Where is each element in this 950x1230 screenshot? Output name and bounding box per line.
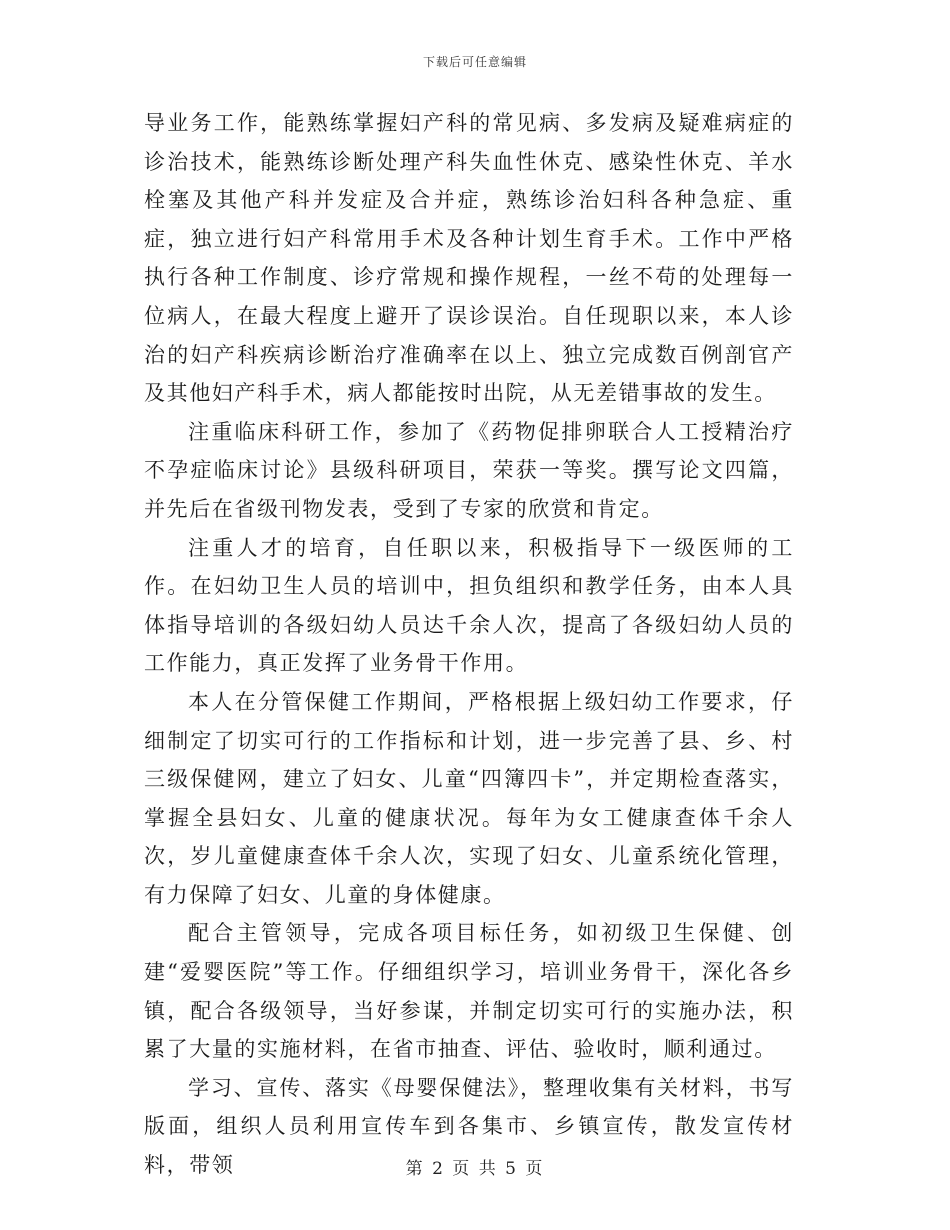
paragraph-research: 注重临床科研工作，参加了《药物促排卵联合人工授精治疗不孕症临床讨论》县级科研项目，荣获一等奖。撰写论文四篇，并先后在省级刊物发表，受到了专家的欣赏和肯定。	[144, 419, 794, 521]
document-body	[144, 104, 794, 1185]
paragraph-law-promotion: 学习、宣传、落实《母婴保健法》，整理收集有关材料，书写版面，组织人员利用宣传车到各集市、乡镇宣传，散发宣传材料，带领	[144, 1075, 794, 1178]
paragraph-continuation: 导业务工作，能熟练掌握妇产科的常见病、多发病及疑难病症的诊治技术，能熟练诊断处理产科失血性休克、感染性休克、羊水栓塞及其他产科并发症及合并症，熟练诊治妇科各种急症、重症，独立进行妇产科常用手术及各种计划生育手术。工作中严格执行各种工作制度、诊疗常规和操作规程，一丝不苟的处理每一位病人，在最大程度上避开了误诊误治。自任现职以来，本人诊治的妇产科疾病诊断治疗准确率在以上、独立完成数百例剖官产及其他妇产科手术，病人都能按时出院，从无差错事故的发生。	[144, 111, 794, 406]
page-header: 下载后可任意编辑	[422, 55, 527, 69]
page-footer: 第 2 页 共 5 页	[405, 1159, 545, 1179]
paragraph-healthcare: 本人在分管保健工作期间，严格根据上级妇幼工作要求，仔细制定了切实可行的工作指标和计划，进一步完善了县、乡、村三级保健网，建立了妇女、儿童“四簿四卡”，并定期检查落实，掌握全县妇女、儿童的健康状况。每年为女工健康查体千余人次，岁儿童健康查体千余人次，实现了妇女、儿童系统化管理，有力保障了妇女、儿童的身体健康。	[144, 689, 794, 907]
paragraph-training: 注重人才的培育，自任职以来，积极指导下一级医师的工作。在妇幼卫生人员的培训中，担负组织和教学任务，由本人具体指导培训的各级妇幼人员达千余人次，提高了各级妇幼人员的工作能力，真正发挥了业务骨干作用。	[144, 535, 794, 676]
paragraph-tasks: 配合主管领导，完成各项目标任务，如初级卫生保健、创建“爱婴医院”等工作。仔细组织学习，培训业务骨干，深化各乡镇，配合各级领导，当好参谋，并制定切实可行的实施办法，积累了大量的实施材料，在省市抽查、评估、验收时，顺利通过。	[144, 921, 794, 1062]
